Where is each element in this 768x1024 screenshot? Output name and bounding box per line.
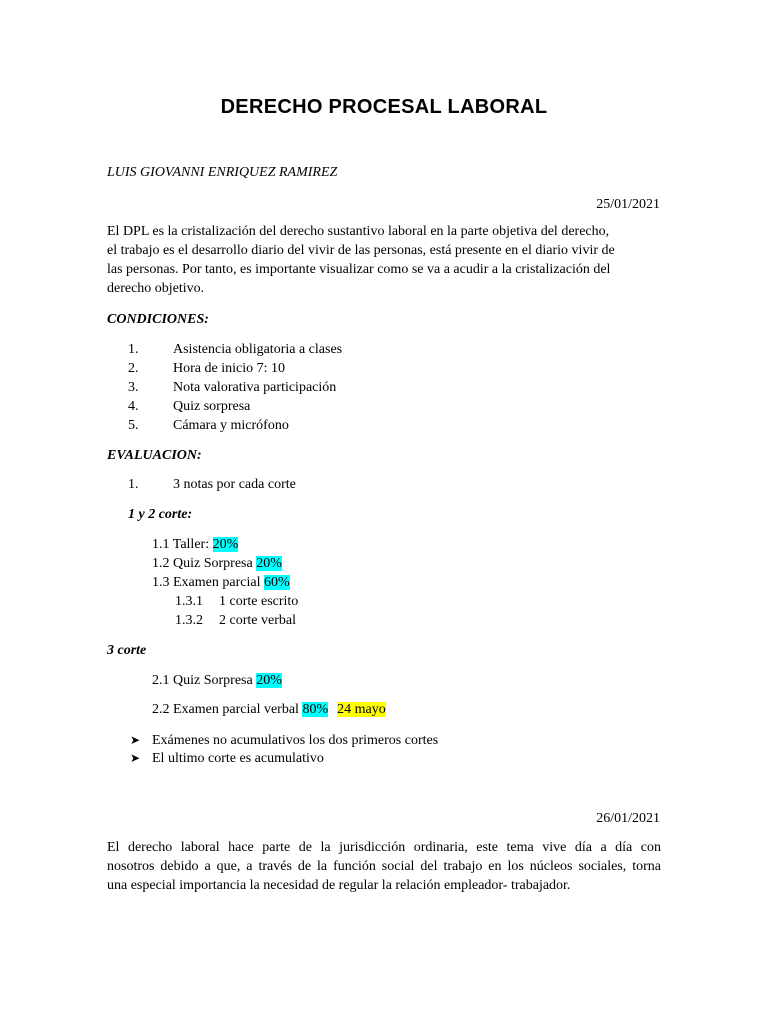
list-text: Cámara y micrófono — [173, 418, 289, 433]
bullet-item — [130, 731, 438, 750]
date-1: 25/01/2021 — [596, 197, 660, 212]
list-item — [128, 340, 342, 359]
bullet-text: Exámenes no acumulativos los dos primeros cortes — [152, 733, 439, 748]
sub-number: 1.3.1 — [175, 594, 203, 609]
second-paragraph — [107, 838, 661, 895]
sub-text: 2 corte verbal — [219, 613, 296, 628]
bullet-text: El ultimo corte es acumulativo — [152, 751, 324, 766]
date-2: 26/01/2021 — [596, 811, 660, 826]
grade-line — [152, 671, 282, 690]
exam-date: 24 mayo — [337, 702, 386, 717]
paragraph-line: El DPL es la cristalización del derecho sustantivo laboral en la parte objetiva del derecho, — [107, 224, 610, 239]
grade-percent: 20% — [256, 673, 282, 688]
list-text: Asistencia obligatoria a clases — [173, 342, 343, 357]
list-text: Hora de inicio 7: 10 — [173, 361, 285, 376]
paragraph-line: derecho objetivo. — [107, 281, 205, 296]
grade-text: 2.1 Quiz Sorpresa — [152, 673, 257, 688]
list-text: Nota valorativa participación — [173, 380, 337, 395]
document-title: DERECHO PROCESAL LABORAL — [220, 96, 548, 118]
grade-percent: 60% — [263, 575, 290, 590]
grade-percent: 80% — [302, 702, 329, 717]
list-item — [128, 397, 250, 416]
corte3-heading: 3 corte — [107, 643, 147, 658]
paragraph-line: las personas. Por tanto, es importante visualizar como se va a acudir a la cristalización del — [107, 262, 611, 277]
grade-line — [152, 554, 282, 573]
intro-paragraph — [107, 222, 661, 298]
grade-percent: 20% — [212, 537, 239, 552]
author-name: LUIS GIOVANNI ENRIQUEZ RAMIREZ — [107, 165, 338, 180]
list-number: 1. — [128, 342, 139, 357]
sub-text: 1 corte escrito — [219, 594, 299, 609]
grade-line — [152, 573, 290, 592]
paragraph-line: nosotros debido a que, a través de la función social del trabajo en los núcleos sociales, torna — [107, 859, 661, 874]
list-text: Quiz sorpresa — [173, 399, 251, 414]
paragraph-line: una especial importancia la necesidad de regular la relación empleador- trabajador. — [107, 878, 571, 893]
grade-text: 1.2 Quiz Sorpresa — [152, 556, 257, 571]
list-number: 1. — [128, 477, 139, 492]
list-number: 4. — [128, 399, 139, 414]
list-item — [128, 359, 285, 378]
grade-text: 1.1 Taller: — [152, 537, 213, 552]
list-text: 3 notas por cada corte — [173, 477, 296, 492]
list-number: 3. — [128, 380, 139, 395]
paragraph-line: el trabajo es el desarrollo diario del vivir de las personas, está presente en el diario vivir de — [107, 243, 615, 258]
grade-line — [152, 535, 238, 554]
list-number: 5. — [128, 418, 139, 433]
evaluacion-heading: EVALUACION: — [107, 448, 202, 463]
list-item — [128, 416, 289, 435]
bullet-item — [130, 749, 324, 768]
grade-text: 1.3 Examen parcial — [152, 575, 264, 590]
list-number: 2. — [128, 361, 139, 376]
paragraph-line: El derecho laboral hace parte de la jurisdicción ordinaria, este tema vive día a día con — [107, 840, 661, 855]
list-item — [128, 475, 296, 494]
sub-number: 1.3.2 — [175, 613, 203, 628]
grade-line — [152, 700, 386, 719]
arrowhead-bullet-icon: ➤ — [130, 733, 141, 747]
corte12-heading: 1 y 2 corte: — [128, 507, 193, 522]
arrowhead-bullet-icon: ➤ — [130, 751, 141, 765]
list-item — [128, 378, 336, 397]
grade-percent: 20% — [256, 556, 282, 571]
sub-grade-line — [175, 592, 298, 611]
condiciones-heading: CONDICIONES: — [107, 312, 209, 327]
grade-text: 2.2 Examen parcial verbal — [152, 702, 303, 717]
sub-grade-line — [175, 611, 296, 630]
